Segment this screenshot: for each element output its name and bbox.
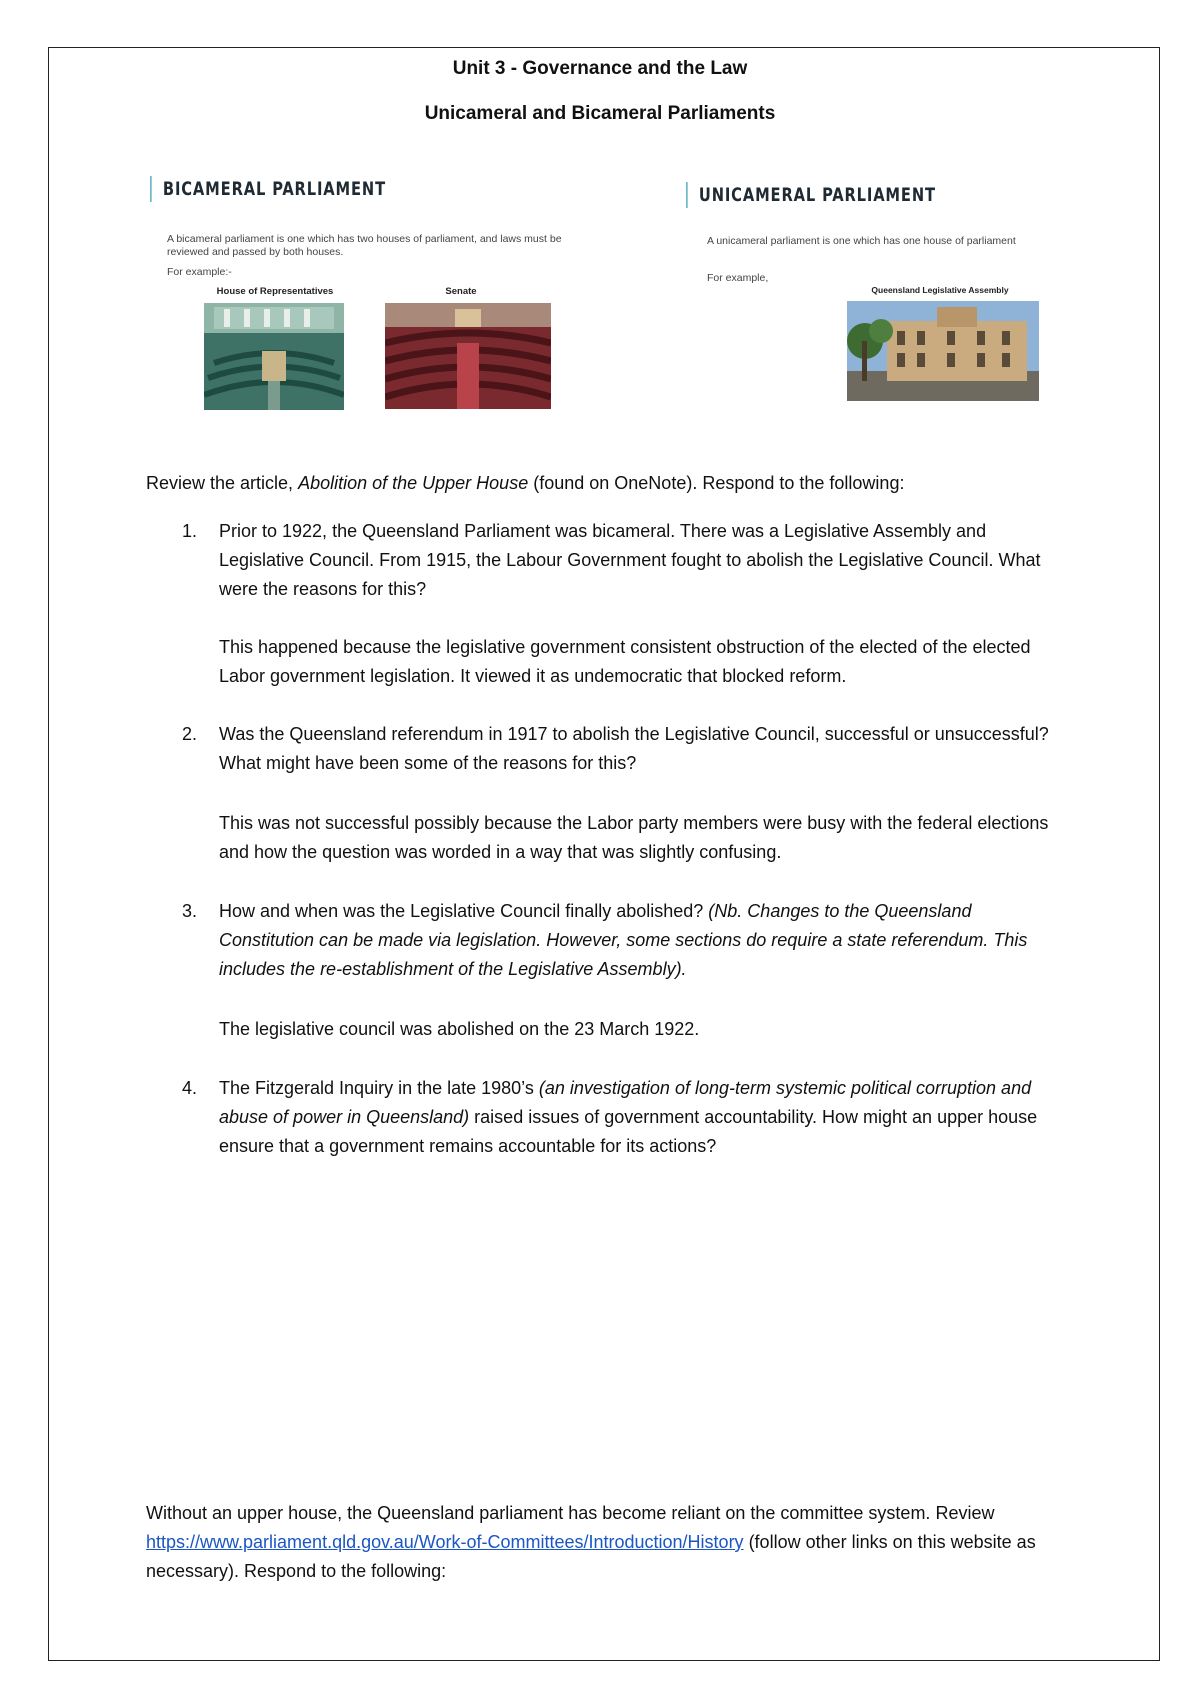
bicameral-heading: BICAMERAL PARLIAMENT [150, 176, 386, 202]
parliament-committees-link[interactable]: https://www.parliament.qld.gov.au/Work-of-Committees/Introduction/History [146, 1532, 744, 1552]
closing-line-1: Without an upper house, the Queensland parliament has become reliant on the committee system. [146, 1503, 931, 1523]
queensland-legislative-assembly-caption: Queensland Legislative Assembly [871, 285, 1009, 295]
article-title: Abolition of the Upper House [298, 473, 529, 493]
intro-text-before: Review the article, [146, 473, 299, 493]
closing-paragraph [146, 1499, 1076, 1586]
question-2-number: 2. [182, 724, 198, 744]
unit-title: Unit 3 - Governance and the Law [452, 58, 748, 79]
question-1-answer: This happened because the legislative government consistent obstruction of the elected of the elected Labor government legislation. It viewed it as undemocratic that blocked reform. [219, 637, 1031, 686]
question-1-text: Prior to 1922, the Queensland Parliament was bicameral. There was a Legislative Assembly and Legislative Council. From 1915, the Labour Government fought to abolish the Legislative Council. What were the reasons for this? [219, 521, 1041, 599]
question-3-text [219, 897, 1069, 984]
closing-review-text: Review [935, 1503, 995, 1523]
question-3-main-text: How and when was the Legislative Council finally abolished? [219, 901, 709, 921]
senate-photo [385, 303, 551, 409]
question-4-text-after: raised issues of government accountability. How might an upper house ensure that a government remains accountable for its actions? [219, 1107, 1038, 1156]
senate-caption: Senate [445, 286, 477, 297]
question-4-text-before: The Fitzgerald Inquiry in the late 1980’s [219, 1078, 539, 1098]
question-3-answer: The legislative council was abolished on the 23 March 1922. [219, 1019, 700, 1039]
question-1-number: 1. [182, 521, 198, 541]
unicameral-for-example: For example, [707, 272, 769, 284]
question-3-note: (Nb. Changes to the Queensland Constitution can be made via legislation. However, some sections do require a state referendum. This includes the re-establishment of the Legislative Assembly). [219, 901, 1028, 979]
question-4-text [219, 1074, 1069, 1161]
question-4-note: (an investigation of long-term systemic political corruption and abuse of power in Queensland) [219, 1078, 1032, 1127]
house-of-representatives-photo [204, 303, 344, 410]
question-2-answer: This was not successful possibly because the Labor party members were busy with the federal elections and how the question was worded in a way that was slightly confusing. [219, 813, 1049, 862]
document-subtitle: Unicameral and Bicameral Parliaments [424, 103, 776, 124]
intro-paragraph [146, 469, 1076, 498]
queensland-parliament-photo [847, 301, 1039, 401]
unicameral-description: A unicameral parliament is one which has one house of parliament [707, 235, 1016, 247]
bicameral-for-example: For example:- [167, 266, 232, 278]
question-3-number: 3. [182, 901, 198, 921]
bicameral-description: A bicameral parliament is one which has two houses of parliament, and laws must be reviewed and passed by both houses. [167, 233, 562, 258]
house-of-representatives-caption: House of Representatives [216, 286, 334, 297]
question-4-number: 4. [182, 1078, 198, 1098]
question-2-text: Was the Queensland referendum in 1917 to abolish the Legislative Council, successful or unsuccessful? What might have been some of the reasons for this? [219, 724, 1049, 773]
unicameral-heading: UNICAMERAL PARLIAMENT [686, 182, 936, 208]
intro-text-after: (found on OneNote). Respond to the following: [528, 473, 905, 493]
closing-after-link: (follow other links on this website as necessary). Respond to the following: [146, 1532, 1036, 1581]
